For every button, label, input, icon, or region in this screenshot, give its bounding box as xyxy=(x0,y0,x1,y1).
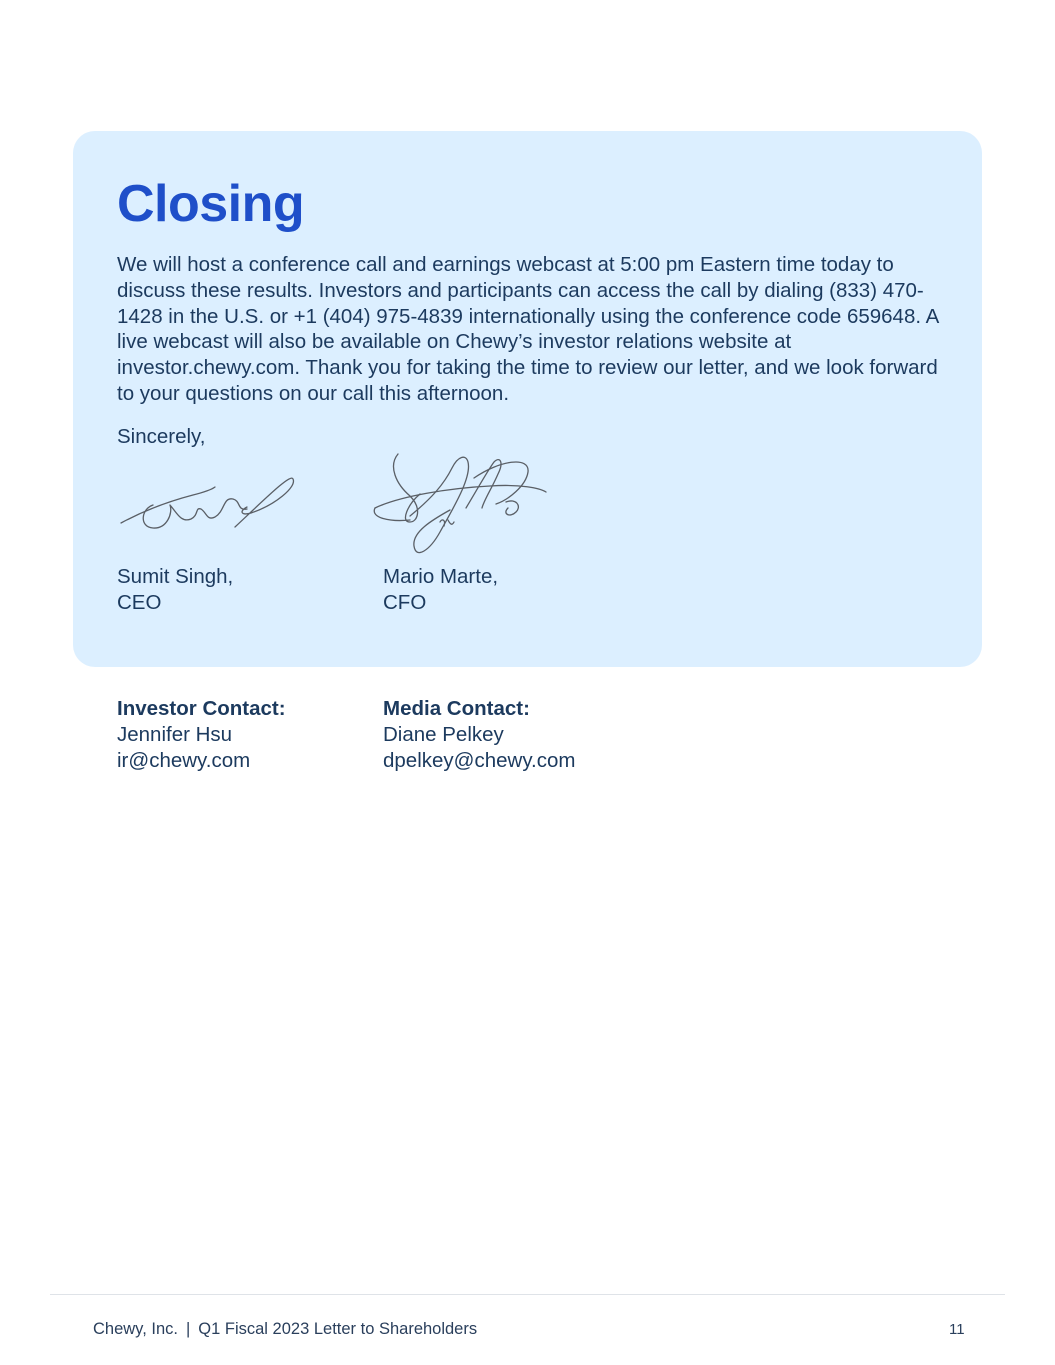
footer-separator: | xyxy=(185,1320,191,1338)
sign-off: Sincerely, xyxy=(117,425,206,448)
media-contact-heading: Media Contact: xyxy=(383,697,530,720)
footer-company: Chewy, Inc. xyxy=(93,1320,178,1338)
investor-contact-email[interactable]: ir@chewy.com xyxy=(117,749,251,772)
investor-contact xyxy=(117,696,286,774)
media-contact xyxy=(383,696,575,774)
media-contact-email[interactable]: dpelkey@chewy.com xyxy=(383,749,576,772)
signer-name: Sumit Singh, xyxy=(117,565,234,588)
investor-contact-name: Jennifer Hsu xyxy=(117,723,233,746)
media-contact-name: Diane Pelkey xyxy=(383,723,504,746)
footer-divider xyxy=(50,1294,1005,1295)
investor-contact-heading: Investor Contact: xyxy=(117,697,286,720)
footer-text xyxy=(93,1320,477,1339)
signer-ceo xyxy=(117,564,233,616)
page-number: 11 xyxy=(949,1321,965,1338)
footer-document-title: Q1 Fiscal 2023 Letter to Shareholders xyxy=(198,1320,478,1338)
signer-title: CFO xyxy=(383,591,427,614)
signer-cfo xyxy=(383,564,498,616)
cfo-signature xyxy=(370,448,550,560)
signer-title: CEO xyxy=(117,591,162,614)
signer-name: Mario Marte, xyxy=(383,565,499,588)
closing-title: Closing xyxy=(117,175,305,233)
ceo-signature xyxy=(115,465,300,535)
closing-body: We will host a conference call and earnings webcast at 5:00 pm Eastern time today to discuss these results. Investors and participants can access the call by dialing (833) 470-1428 in the U.S. or +1 (404) 975-4839 internationally using the conference code 659648. A live webcast will also be available on Chewy’s investor relations website at investor.chewy.com. Thank you for taking the time to review our letter, and we look forward to your questions on our call this afternoon. xyxy=(117,253,939,405)
